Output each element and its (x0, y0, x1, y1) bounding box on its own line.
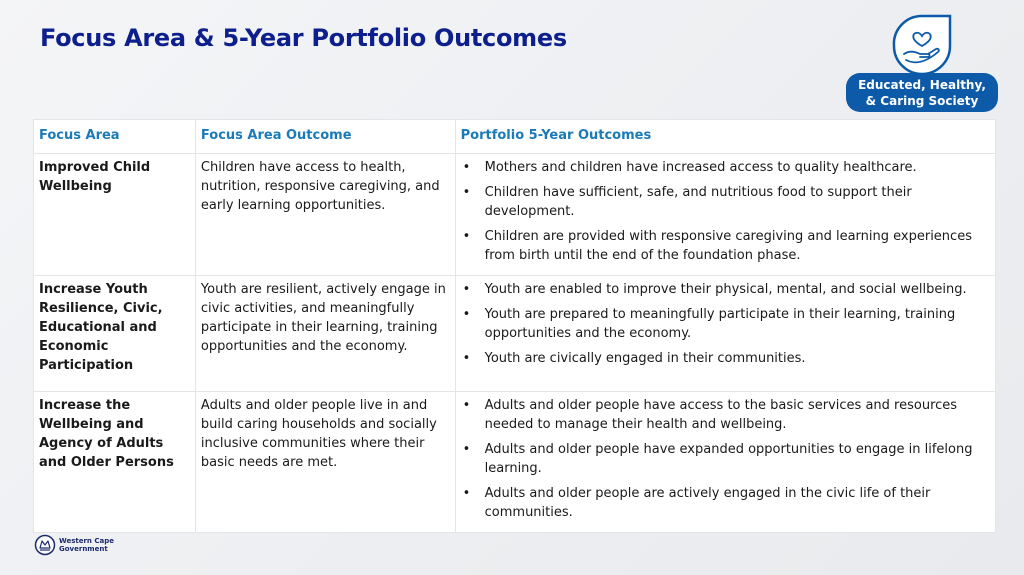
badge-line-1: Educated, Healthy, (858, 78, 986, 92)
heart-in-hand-icon (890, 14, 954, 78)
outcome-cell: Youth are resilient, actively engage in civic activities, and meaningfully participate in their learning, training opportunities and the economy. (195, 276, 455, 392)
portfolio-cell (455, 154, 995, 276)
table-row (34, 154, 996, 276)
table-header-row (34, 120, 996, 154)
list-item: • Children are provided with responsive caregiving and learning experiences from birth until the end of the foundation phase. (461, 227, 990, 265)
western-cape-logo (34, 534, 114, 556)
list-item: • Youth are civically engaged in their communities. (461, 349, 990, 368)
header-focus-area-outcome: Focus Area Outcome (195, 120, 455, 154)
outcomes-table (33, 119, 996, 533)
list-item: • Youth are prepared to meaningfully participate in their learning, training opportunities and the economy. (461, 305, 990, 343)
outcome-cell: Children have access to health, nutrition, responsive caregiving, and early learning opportunities. (195, 154, 455, 276)
outcome-cell: Adults and older people live in and build caring households and socially inclusive communities where their basic needs are met. (195, 392, 455, 533)
badge-line-2: & Caring Society (865, 94, 979, 108)
header-focus-area: Focus Area (34, 120, 196, 154)
badge-label (846, 73, 998, 112)
list-item: • Adults and older people have access to the basic services and resources needed to manage their health and wellbeing. (461, 396, 990, 434)
logo-line-1: Western Cape (59, 537, 114, 545)
list-item: • Adults and older people are actively engaged in the civic life of their communities. (461, 484, 990, 522)
focus-badge (846, 14, 998, 112)
focus-area-cell: Increase the Wellbeing and Agency of Adults and Older Persons (34, 392, 196, 533)
page-title: Focus Area & 5-Year Portfolio Outcomes (40, 24, 567, 52)
list-item: • Children have sufficient, safe, and nutritious food to support their development. (461, 183, 990, 221)
header-portfolio-outcomes: Portfolio 5-Year Outcomes (455, 120, 995, 154)
list-item: • Mothers and children have increased access to quality healthcare. (461, 158, 990, 177)
table-row (34, 276, 996, 392)
list-item: • Adults and older people have expanded opportunities to engage in lifelong learning. (461, 440, 990, 478)
focus-area-cell: Improved Child Wellbeing (34, 154, 196, 276)
logo-text (59, 537, 114, 553)
list-item: • Youth are enabled to improve their physical, mental, and social wellbeing. (461, 280, 990, 299)
portfolio-cell (455, 276, 995, 392)
table-row (34, 392, 996, 533)
logo-line-2: Government (59, 545, 108, 553)
western-cape-seal-icon (34, 534, 56, 556)
portfolio-cell (455, 392, 995, 533)
focus-area-cell: Increase Youth Resilience, Civic, Educational and Economic Participation (34, 276, 196, 392)
